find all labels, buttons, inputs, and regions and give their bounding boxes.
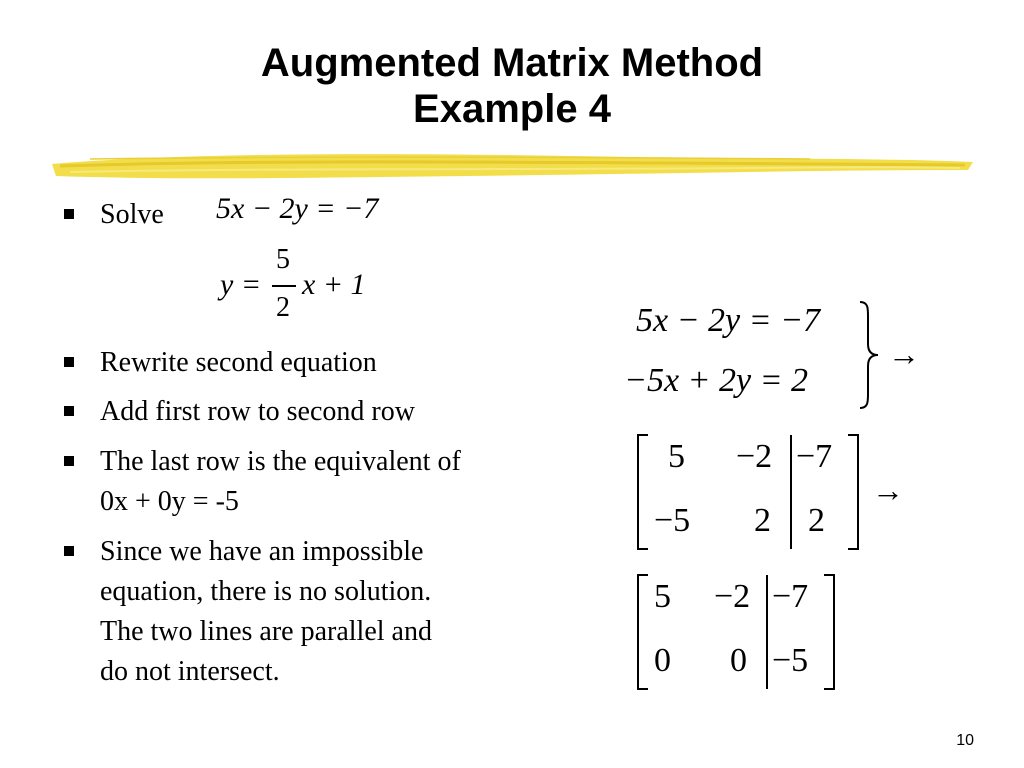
matrix-2-left-bracket: [636, 574, 650, 690]
bullet-since-line-3: The two lines are parallel and: [100, 616, 432, 647]
bullet-since-line-4: do not intersect.: [100, 656, 280, 687]
matrix-2-r1c2: −2: [714, 578, 751, 615]
matrix-1-left-bracket: [636, 434, 650, 550]
bullet-since-line-1: Since we have an impossible: [100, 536, 424, 567]
bullet-marker: [64, 357, 74, 367]
title-line-2: Example 4: [413, 87, 611, 131]
matrix-1-arrow: →: [872, 472, 904, 508]
system-right-brace: [858, 300, 880, 410]
equation-1-text: 5x − 2y = −7: [216, 192, 379, 225]
system-arrow: →: [888, 336, 920, 372]
bullet-marker: [64, 209, 74, 219]
bullet-last-row-line-2: 0x + 0y = -5: [100, 486, 239, 517]
equation-2-denominator: 2: [276, 292, 290, 323]
page-number: 10: [956, 732, 974, 749]
bullet-marker: [64, 456, 74, 466]
matrix-1-r2c2: 2: [754, 502, 771, 539]
bullet-marker: [64, 546, 74, 556]
bullet-add-rows: Add first row to second row: [100, 396, 415, 427]
bullet-since-line-2: equation, there is no solution.: [100, 576, 432, 607]
matrix-2-r1c1: 5: [654, 578, 671, 615]
system-row-1: 5x − 2y = −7: [636, 302, 821, 339]
matrix-1-r1c3: −7: [796, 438, 833, 475]
matrix-2-r2c1: 0: [654, 642, 671, 679]
matrix-2-r1c3: −7: [772, 578, 809, 615]
slide-title: [0, 40, 1024, 132]
matrix-1-right-bracket: [846, 434, 860, 550]
title-line-1: Augmented Matrix Method: [260, 41, 764, 85]
title-underline-brushstroke: [50, 150, 975, 184]
bullet-marker: [64, 406, 74, 416]
equation-1: [216, 192, 378, 226]
bullet-rewrite: Rewrite second equation: [100, 347, 377, 378]
matrix-2-right-bracket: [822, 574, 836, 690]
equation-2-rhs: x + 1: [302, 268, 366, 301]
matrix-1-r2c1: −5: [654, 502, 691, 539]
equation-2-fraction-bar: [272, 285, 296, 287]
matrix-1-r1c1: 5: [668, 438, 685, 475]
matrix-1-augment-bar: [789, 434, 793, 550]
matrix-1-r2c3: 2: [808, 502, 825, 539]
equation-2-lhs: y =: [220, 268, 262, 301]
bullet-last-row-line-1: The last row is the equivalent of: [100, 446, 461, 477]
matrix-2-augment-bar: [765, 574, 769, 690]
matrix-2-r2c3: −5: [772, 642, 809, 679]
matrix-1-r1c2: −2: [736, 438, 773, 475]
system-row-2: −5x + 2y = 2: [624, 362, 809, 399]
bullet-solve: Solve: [100, 199, 164, 230]
equation-2-numerator: 5: [276, 244, 290, 275]
matrix-2-r2c2: 0: [730, 642, 747, 679]
